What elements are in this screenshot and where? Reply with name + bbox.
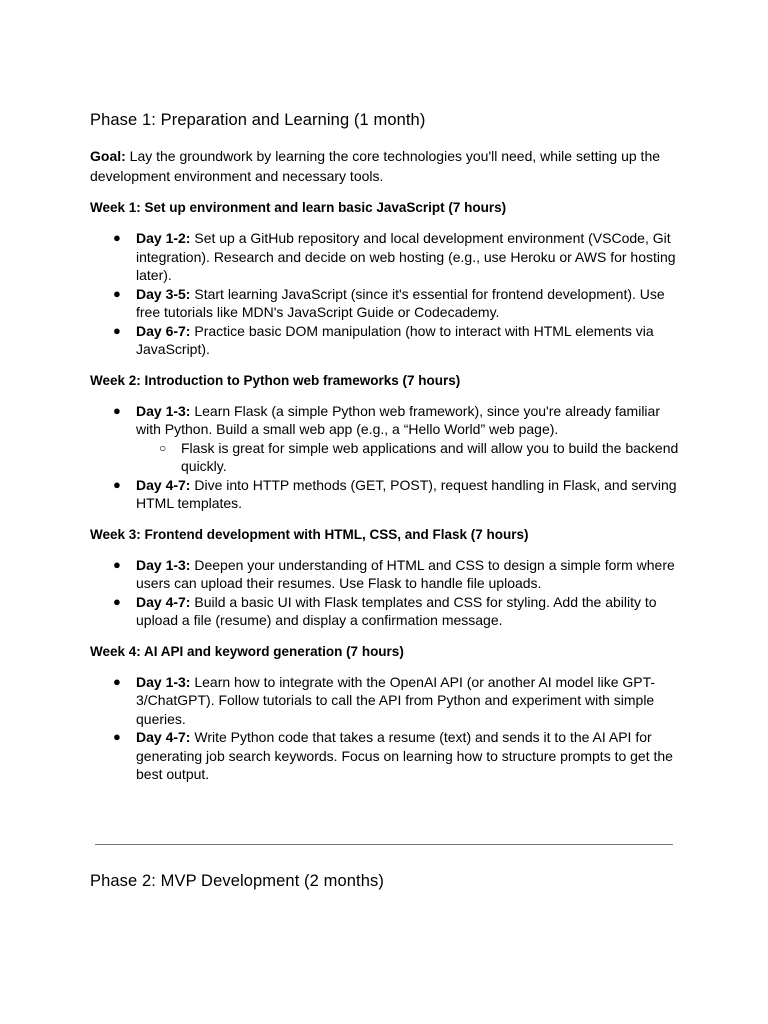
sub-list-item <box>136 439 680 476</box>
bullet-icon: ● <box>113 556 121 572</box>
day-text: Write Python code that takes a resume (text) and sends it to the AI API for generating job search keywords. Focus on learning how to structure prompts to get the best output. <box>136 729 673 782</box>
list-item <box>90 476 680 513</box>
goal-paragraph <box>90 147 680 186</box>
day-text: Dive into HTTP methods (GET, POST), request handling in Flask, and serving HTML templates. <box>136 476 677 511</box>
week-3-heading: Week 3: Frontend development with HTML, CSS, and Flask (7 hours) <box>90 526 529 542</box>
bullet-icon: ● <box>113 673 121 689</box>
goal-text: Lay the groundwork by learning the core technologies you'll need, while setting up the development environment and necessary tools. <box>90 148 661 184</box>
goal-label: Goal: <box>90 148 126 164</box>
sub-item-text: Flask is great for simple web applications and will allow you to build the backend quickly. <box>181 439 679 474</box>
day-text: Deepen your understanding of HTML and CSS to design a simple form where users can upload their resumes. Use Flask to handle file uploads. <box>136 556 675 591</box>
list-item <box>90 229 680 285</box>
day-text: Start learning JavaScript (since it's essential for frontend development). Use free tutorials like MDN's JavaScript Guide or Codecademy. <box>136 285 665 320</box>
list-item <box>90 728 680 784</box>
week-1-heading: Week 1: Set up environment and learn basic JavaScript (7 hours) <box>90 200 507 215</box>
day-text: Set up a GitHub repository and local development environment (VSCode, Git integration). Research and decide on web hosting (e.g., use Heroku or AWS for hosting later). <box>136 230 676 283</box>
phase-2-heading: Phase 2: MVP Development (2 months) <box>90 872 384 890</box>
list-item <box>90 322 680 359</box>
day-label: Day 6-7: <box>136 322 191 339</box>
day-text: Practice basic DOM manipulation (how to interact with HTML elements via JavaScript). <box>136 322 654 357</box>
day-label: Day 1-2: <box>136 230 191 246</box>
day-text: Learn Flask (a simple Python web framework), since you're already familiar with Python. Build a small web app (e.g., a “Hello World” web page). <box>136 402 660 437</box>
week-3-list <box>90 556 680 630</box>
bullet-icon: ● <box>113 476 121 492</box>
day-label: Day 4-7: <box>136 729 191 745</box>
section-divider <box>95 844 673 845</box>
bullet-icon: ● <box>113 322 121 338</box>
bullet-icon: ● <box>113 729 121 744</box>
week-2-heading: Week 2: Introduction to Python web frameworks (7 hours) <box>90 372 461 388</box>
week-4-list <box>90 673 680 784</box>
circle-bullet-icon: ○ <box>159 440 167 455</box>
bullet-icon: ● <box>113 593 121 609</box>
day-label: Day 1-3: <box>136 673 191 690</box>
week-2-list <box>90 402 680 513</box>
day-label: Day 4-7: <box>136 476 191 493</box>
list-item <box>90 556 680 593</box>
week-1-list <box>90 229 680 359</box>
bullet-icon: ● <box>113 402 121 418</box>
phase-1-section <box>90 108 680 784</box>
week-4-heading: Week 4: AI API and keyword generation (7 hours) <box>90 643 404 659</box>
sub-list <box>136 439 680 476</box>
phase-1-heading: Phase 1: Preparation and Learning (1 month) <box>90 111 426 129</box>
day-text: Build a basic UI with Flask templates and CSS for styling. Add the ability to upload a file (resume) and display a confirmation message. <box>136 593 657 628</box>
day-label: Day 1-3: <box>136 556 191 573</box>
day-label: Day 3-5: <box>136 285 191 302</box>
list-item <box>90 402 680 476</box>
list-item <box>90 593 680 630</box>
bullet-icon: ● <box>113 285 121 301</box>
list-item <box>90 673 680 729</box>
bullet-icon: ● <box>113 230 121 245</box>
day-label: Day 4-7: <box>136 593 191 610</box>
day-text: Learn how to integrate with the OpenAI API (or another AI model like GPT-3/ChatGPT). Follow tutorials to call the API from Python and experiment with simple queries. <box>136 673 656 727</box>
list-item <box>90 285 680 322</box>
day-label: Day 1-3: <box>136 402 191 419</box>
